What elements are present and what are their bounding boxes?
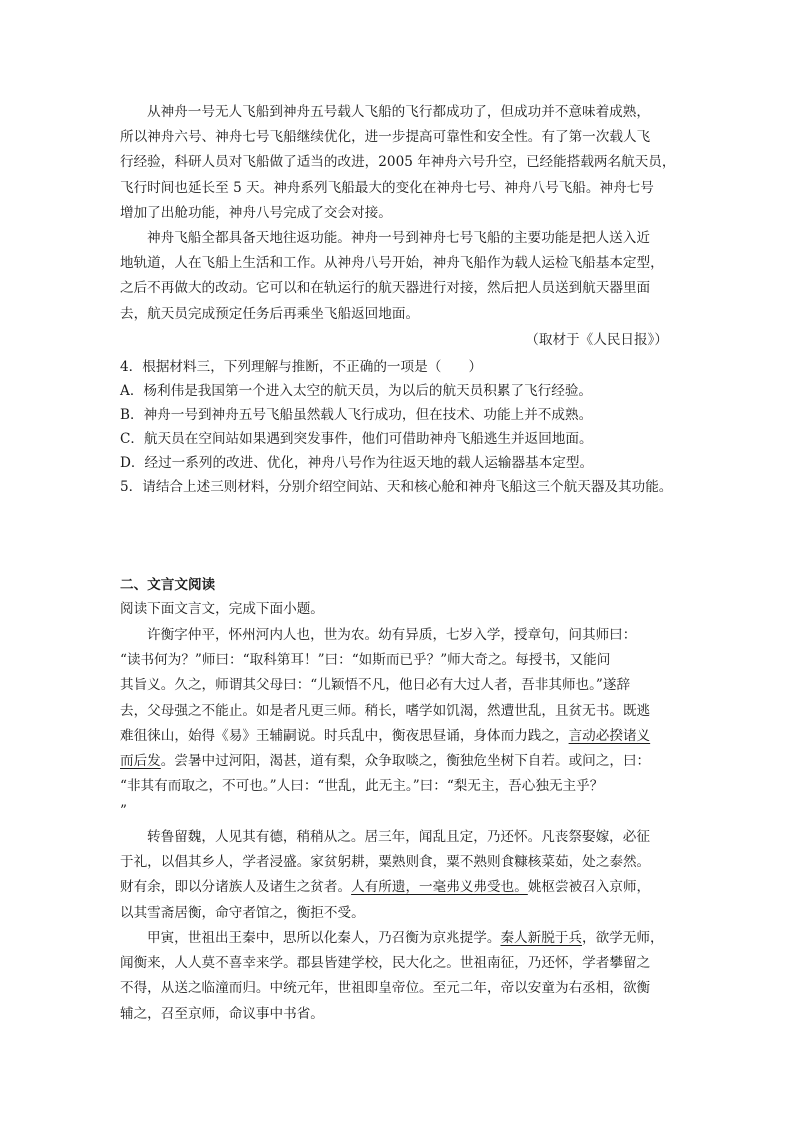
passage-paragraph-1 [120,623,675,825]
text-line: 去，父母强之不能止。如是者凡更三师。稍长，嗜学如饥渴，然遭世乱，且贫无书。既逃 [120,702,651,719]
text-line: 以其雪斋居衡，命守者馆之，衡拒不受。 [120,904,365,921]
underlined-sentence-2: 人有所遗，一毫弗义弗受也。 [351,879,528,896]
text-line: 所以神舟六号、神舟七号飞船继续优化，进一步提高可靠性和安全性。有了第一次载人飞 [120,129,651,146]
text-segment: 财有余，即以分诸族人及诸生之贫者。 [120,879,352,896]
text-line: 转鲁留魏，人见其有德，稍稍从之。居三年，闻乱且定，乃还怀。凡丧祭娶嫁，必征 [147,829,650,845]
passage-paragraph-2 [120,825,675,926]
text-line: 许衡字仲平，怀州河内人也，世为农。幼有异质，七岁入学，授章句，问其师曰： [147,627,637,643]
underlined-sentence-1: 言动必揆诸义 [568,727,651,744]
text-segment: 。尝暑中过河阳，渴甚，道有梨，众争取啖之，衡独危坐树下自若。或问之，曰： [160,753,651,770]
section-classical-chinese [120,573,675,621]
question-4: 4．根据材料三，下列理解与推断，不正确的一项是（ ） [120,359,483,375]
text-segment: 姚枢尝被召入京师， [527,879,651,896]
underlined-sentence-1-cont: 而后发 [120,753,161,770]
option-d: D．经过一系列的改进、优化，神舟八号作为往返天地的载人运输器基本定型。 [120,455,594,471]
text-line: 之后不再做大的改动。它可以和在轨运行的航天器进行对接，然后把人员送到航天器里面 [120,280,651,297]
text-line [120,724,675,749]
passage-paragraph-3 [120,926,675,1027]
text-line: 闻衡来，人人莫不喜幸来学。郡县皆建学校，民大化之。世祖南征，乃还怀，学者攀留之 [120,955,651,972]
source-citation: （取材于《人民日报》） [525,332,668,348]
text-line: 增加了出舱功能，神舟八号完成了交会对接。 [120,204,392,221]
section-heading: 二、文言文阅读 [120,577,216,593]
text-line: 地轨道，人在飞船上生活和工作。从神舟八号开始，神舟飞船作为载人运检飞船基本定型， [120,255,664,272]
option-c: C．航天员在空间站如果遇到突发事件，他们可借助神舟飞船逃生并返回地面。 [120,431,593,447]
text-line: 行经验，科研人员对飞船做了适当的改进，2005 年神舟六号升空，已经能搭载两名航天员， [120,154,676,171]
option-b: B．神舟一号到神舟五号飞船虽然载人飞行成功，但在技术、功能上并不成熟。 [120,407,593,423]
question-5: 5．请结合上述三则材料，分别介绍空间站、天和核心舱和神舟飞船这三个航天器及其功能。 [120,479,673,495]
text-line: 其旨义。久之，师谓其父母曰：“儿颖悟不凡，他日必有大过人者，吾非其师也。”遂辞 [120,677,631,694]
text-line: 于礼，以倡其乡人，学者浸盛。家贫躬耕，粟熟则食，粟不熟则食糠核菜茹，处之泰然。 [120,854,651,871]
section-instruction: 阅读下面文言文，完成下面小题。 [120,601,324,617]
text-segment: 难徂徕山，始得《易》王辅嗣说。时兵乱中，衡夜思昼诵，身体而力践之， [120,727,569,744]
material3-paragraph-1 [120,100,675,226]
text-line: 飞行时间也延长至 5 天。神舟系列飞船最大的变化在神舟七号、神舟八号飞船。神舟七号 [120,179,654,196]
underlined-sentence-3: 秦人新脱于兵 [500,930,582,946]
question-list [120,355,675,499]
text-line: 辅之，召至京师，命议事中书省。 [120,1005,324,1022]
text-line [120,875,675,900]
option-a: A．杨利伟是我国第一个进入太空的航天员，为以后的航天员积累了飞行经验。 [120,383,593,399]
text-line: ” [120,803,127,820]
text-line: 去，航天员完成预定任务后再乘坐飞船返回地面。 [120,305,420,322]
text-line: 不得，从送之临潼而归。中统元年，世祖即皇帝位。至元二年，帝以安童为右丞相，欲衡 [120,980,651,997]
text-line: “非其有而取之，不可也。”人曰：“世乱，此无主。”曰：“梨无主，吾心独无主乎？ [120,778,604,795]
text-line [120,926,675,951]
text-line [120,749,675,774]
text-line: “读书何为？”师曰：“取科第耳！”曰：“如斯而已乎？”师大奇之。每授书，又能问 [120,652,611,669]
material3-paragraph-2 [120,226,675,327]
text-line: 神舟飞船全都具备天地往返功能。神舟一号到神舟七号飞船的主要功能是把人送入近 [147,230,650,246]
text-segment: 甲寅，世祖出王秦中，思所以化秦人，乃召衡为京兆提学。 [147,930,501,946]
text-segment: ，欲学无师， [582,930,664,946]
text-line: 从神舟一号无人飞船到神舟五号载人飞船的飞行都成功了，但成功并不意味着成熟， [147,104,650,120]
